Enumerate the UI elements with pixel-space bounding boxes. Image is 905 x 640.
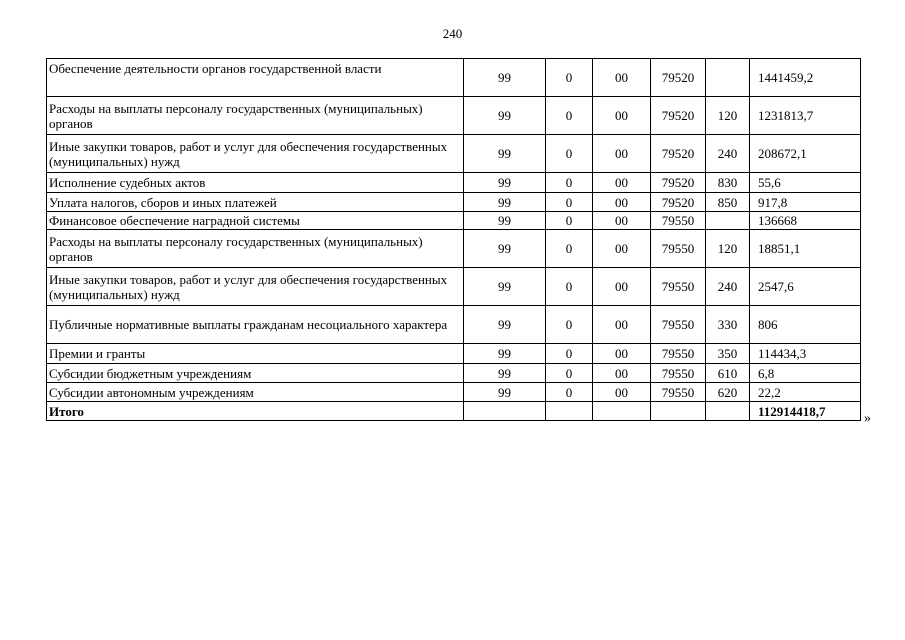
- code-expense-type: 120: [706, 230, 750, 268]
- code-section: 99: [464, 173, 546, 193]
- code-section: 99: [464, 268, 546, 306]
- code-article: 79550: [651, 383, 706, 402]
- code-section: 99: [464, 383, 546, 402]
- table-row: [47, 230, 861, 268]
- row-name: Расходы на выплаты персоналу государственных (муниципальных) органов: [47, 97, 464, 135]
- row-name: Публичные нормативные выплаты гражданам несоциального характера: [47, 306, 464, 344]
- code-article: 79520: [651, 193, 706, 212]
- code-article: 79550: [651, 364, 706, 383]
- code-expense-type: [706, 212, 750, 230]
- code-expense-type: 120: [706, 97, 750, 135]
- code-article: 79520: [651, 97, 706, 135]
- code-program: 00: [593, 135, 651, 173]
- row-amount: 917,8: [750, 193, 861, 212]
- code-article: 79520: [651, 173, 706, 193]
- code-subsection: 0: [546, 383, 593, 402]
- closing-quote: »: [864, 411, 871, 426]
- code-program: 00: [593, 212, 651, 230]
- empty-cell: [651, 402, 706, 421]
- code-section: 99: [464, 135, 546, 173]
- code-expense-type: 350: [706, 344, 750, 364]
- row-name: Иные закупки товаров, работ и услуг для обеспечения государственных (муниципальных) нужд: [47, 135, 464, 173]
- code-subsection: 0: [546, 173, 593, 193]
- total-label: Итого: [47, 402, 464, 421]
- code-expense-type: 610: [706, 364, 750, 383]
- total-amount: 112914418,7: [750, 402, 861, 421]
- row-amount: 1231813,7: [750, 97, 861, 135]
- code-section: 99: [464, 193, 546, 212]
- row-amount: 2547,6: [750, 268, 861, 306]
- code-program: 00: [593, 193, 651, 212]
- table-row: [47, 173, 861, 193]
- code-section: 99: [464, 364, 546, 383]
- code-subsection: 0: [546, 268, 593, 306]
- row-amount: 18851,1: [750, 230, 861, 268]
- code-section: 99: [464, 97, 546, 135]
- table-row: [47, 212, 861, 230]
- code-article: 79550: [651, 212, 706, 230]
- code-expense-type: 830: [706, 173, 750, 193]
- table-row: [47, 135, 861, 173]
- code-program: 00: [593, 383, 651, 402]
- table-row: [47, 59, 861, 97]
- empty-cell: [706, 402, 750, 421]
- code-program: 00: [593, 173, 651, 193]
- row-amount: 22,2: [750, 383, 861, 402]
- code-program: 00: [593, 268, 651, 306]
- table-row: [47, 344, 861, 364]
- code-program: 00: [593, 230, 651, 268]
- code-article: 79520: [651, 59, 706, 97]
- row-amount: 806: [750, 306, 861, 344]
- code-subsection: 0: [546, 230, 593, 268]
- code-expense-type: 330: [706, 306, 750, 344]
- code-article: 79550: [651, 268, 706, 306]
- code-section: 99: [464, 344, 546, 364]
- code-program: 00: [593, 59, 651, 97]
- row-name: Обеспечение деятельности органов государственной власти: [47, 59, 464, 97]
- code-program: 00: [593, 306, 651, 344]
- table-row: [47, 306, 861, 344]
- code-subsection: 0: [546, 212, 593, 230]
- code-expense-type: 240: [706, 135, 750, 173]
- empty-cell: [593, 402, 651, 421]
- row-name: Расходы на выплаты персоналу государственных (муниципальных) органов: [47, 230, 464, 268]
- table-row: [47, 383, 861, 402]
- code-subsection: 0: [546, 306, 593, 344]
- code-subsection: 0: [546, 364, 593, 383]
- code-section: 99: [464, 59, 546, 97]
- row-amount: 6,8: [750, 364, 861, 383]
- code-program: 00: [593, 344, 651, 364]
- row-name: Иные закупки товаров, работ и услуг для обеспечения государственных (муниципальных) нужд: [47, 268, 464, 306]
- table-row: [47, 97, 861, 135]
- code-program: 00: [593, 97, 651, 135]
- row-amount: 114434,3: [750, 344, 861, 364]
- code-program: 00: [593, 364, 651, 383]
- row-name: Уплата налогов, сборов и иных платежей: [47, 193, 464, 212]
- code-subsection: 0: [546, 193, 593, 212]
- code-subsection: 0: [546, 59, 593, 97]
- code-section: 99: [464, 212, 546, 230]
- page-number: 240: [442, 26, 463, 41]
- row-amount: 1441459,2: [750, 59, 861, 97]
- row-name: Исполнение судебных актов: [47, 173, 464, 193]
- code-article: 79550: [651, 344, 706, 364]
- code-section: 99: [464, 230, 546, 268]
- row-name: Субсидии автономным учреждениям: [47, 383, 464, 402]
- code-expense-type: 240: [706, 268, 750, 306]
- code-subsection: 0: [546, 135, 593, 173]
- code-subsection: 0: [546, 344, 593, 364]
- code-article: 79520: [651, 135, 706, 173]
- code-expense-type: 620: [706, 383, 750, 402]
- code-section: 99: [464, 306, 546, 344]
- table-row: [47, 268, 861, 306]
- row-amount: 136668: [750, 212, 861, 230]
- table-row: [47, 364, 861, 383]
- empty-cell: [546, 402, 593, 421]
- code-expense-type: 850: [706, 193, 750, 212]
- row-name: Премии и гранты: [47, 344, 464, 364]
- table-row: [47, 193, 861, 212]
- row-name: Субсидии бюджетным учреждениям: [47, 364, 464, 383]
- row-name: Финансовое обеспечение наградной системы: [47, 212, 464, 230]
- code-article: 79550: [651, 306, 706, 344]
- code-subsection: 0: [546, 97, 593, 135]
- code-expense-type: [706, 59, 750, 97]
- total-row: [47, 402, 861, 421]
- code-article: 79550: [651, 230, 706, 268]
- row-amount: 55,6: [750, 173, 861, 193]
- row-amount: 208672,1: [750, 135, 861, 173]
- empty-cell: [464, 402, 546, 421]
- budget-table: [46, 58, 861, 421]
